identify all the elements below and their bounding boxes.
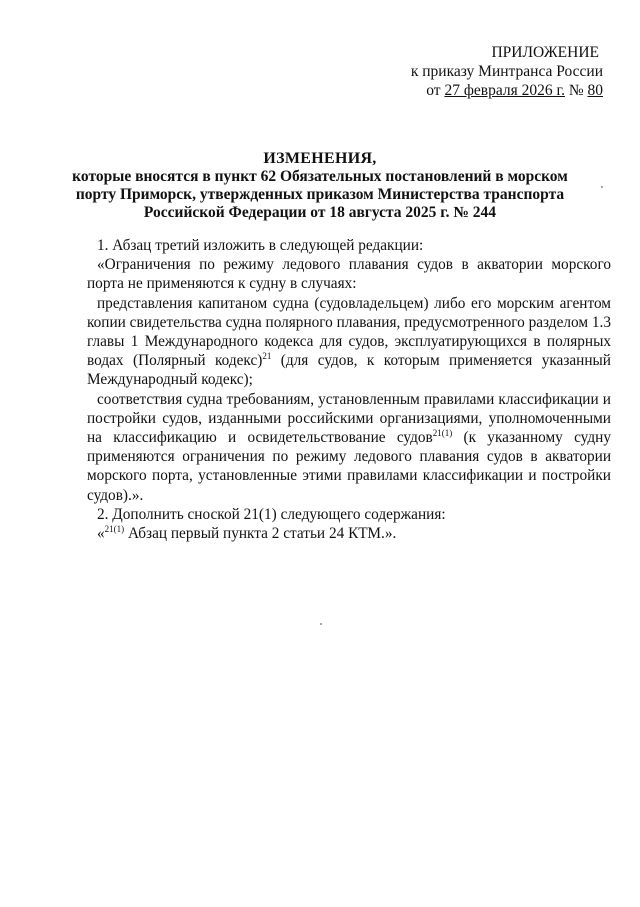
scan-speck bbox=[320, 623, 322, 625]
quote-intro: «Ограничения по режиму ледового плавания судов в акватории морского порта не применяются к судну в случаях: bbox=[87, 256, 611, 293]
footnote-ref-21: 21 bbox=[262, 351, 272, 362]
item-2: 2. Дополнить сноской 21(1) следующего содержания: bbox=[97, 505, 446, 523]
item-1: 1. Абзац третий изложить в следующей редакции: bbox=[97, 237, 424, 254]
document-body bbox=[87, 236, 611, 543]
annex-date-line bbox=[343, 81, 603, 100]
document-subtitle: которые вносятся в пункт 62 Обязательных постановлений в морском порту Приморск, утвержденных приказом Министерства транспорта Российской Федерации от 18 августа 2025 г. № 244 bbox=[72, 168, 568, 221]
annex-header bbox=[343, 43, 603, 100]
case-2-end: (к указанному судну применяются ограничения по режиму ледового плавания судов в акватории морского порта, установленные этими правилами классификации и постройки судов).». bbox=[87, 429, 611, 504]
case-1 bbox=[87, 294, 611, 390]
annex-number-prefix: № bbox=[564, 82, 588, 99]
case-1-text: представления капитаном судна (судовладельцем) либо его морским агентом копии свидетельства судна полярного плавания, предусмотренного разделом 1.3 главы 1 Международного кодекса для судов, эксплуатирующихся в полярных водах (Полярный кодекс) bbox=[87, 294, 611, 370]
document-title: ИЗМЕНЕНИЯ, bbox=[263, 150, 377, 167]
case-1-end: (для судов, к которым применяется указанный Международный кодекс); bbox=[87, 352, 611, 389]
footnote-text: Абзац первый пункта 2 статьи 24 КТМ.». bbox=[124, 525, 397, 543]
annex-title: ПРИЛОЖЕНИЕ bbox=[491, 44, 599, 61]
scan-speck bbox=[601, 186, 603, 188]
footnote-open-quote: « bbox=[97, 525, 105, 543]
document-heading bbox=[70, 150, 570, 222]
annex-date: 27 февраля 2026 г. bbox=[444, 82, 565, 99]
case-2-text: соответствия судна требованиям, установленным правилами классификации и постройки судов, изданными российскими организациями, уполномоченными на классификацию и освидетельствование судов bbox=[87, 390, 611, 447]
annex-order-reference: к приказу Минтранса России bbox=[410, 63, 603, 80]
footnote-ref-21-1: 21(1) bbox=[432, 428, 453, 439]
footnote-marker: 21(1) bbox=[104, 524, 125, 535]
footnote-text-line bbox=[87, 524, 611, 543]
case-2 bbox=[87, 390, 611, 505]
annex-date-prefix: от bbox=[426, 82, 445, 99]
annex-number: 80 bbox=[587, 82, 603, 99]
